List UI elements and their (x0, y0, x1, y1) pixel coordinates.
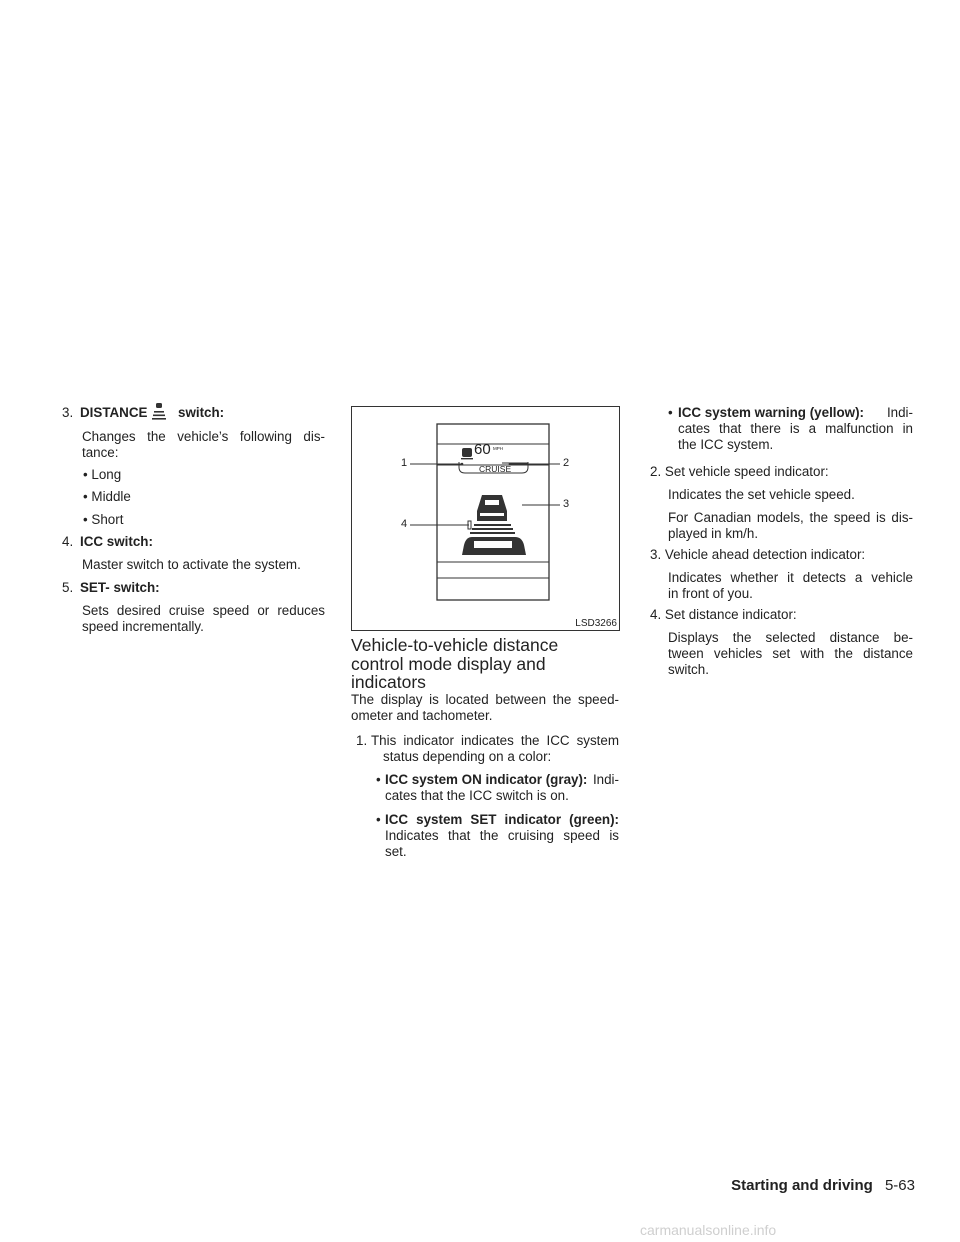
page-number: 5-63 (884, 1177, 915, 1194)
item-title-suffix: switch: (178, 405, 225, 420)
bullet: • (668, 405, 673, 420)
bullet-text: ICC system SET indicator (green): Indicates that the cruising speed is set. (385, 812, 619, 859)
display-figure (351, 406, 620, 631)
option-middle: • Middle (83, 489, 131, 504)
indicator-item: 2. Set vehicle speed indicator: (650, 464, 829, 479)
callout-3: 3 (563, 498, 570, 510)
bullet: • (376, 772, 381, 787)
distance-bars-icon (152, 402, 166, 422)
indicator-desc: Displays the selected distance be- tween vehicles set with the distance switch. (668, 630, 913, 677)
callout-1: 1 (401, 457, 408, 469)
figure-code: LSD3266 (575, 618, 617, 629)
bullet: • (376, 812, 381, 827)
indicator-desc: For Canadian models, the speed is dis- played in km/h. (668, 510, 913, 541)
set-speed-value: 60 (474, 441, 491, 458)
item-description: Sets desired cruise speed or reduces speed incrementally. (82, 603, 325, 634)
callout-4: 4 (401, 518, 408, 530)
distance-bars-icon (470, 524, 515, 534)
item-description: Changes the vehicle’s following dis- tance: (82, 429, 325, 460)
indicator-item: 4. Set distance indicator: (650, 607, 797, 622)
item-description: This indicator indicates the ICC system status depending on a color: (371, 733, 619, 764)
icc-car-icon (461, 448, 473, 459)
bullet-text: ICC system warning (yellow): Indi- cates that there is a malfunction in the ICC system. (678, 405, 913, 452)
option-long: • Long (83, 467, 122, 482)
intro-paragraph: The display is located between the speed- ometer and tachometer. (351, 692, 619, 723)
item-description: Master switch to activate the system. (82, 557, 301, 572)
vehicle-ahead-icon (477, 495, 507, 521)
item-number: 3. (62, 405, 74, 420)
cruise-label: CRUISE (479, 464, 512, 474)
footer-section: Starting and driving (731, 1177, 873, 1194)
page-footer (731, 1177, 915, 1194)
item-number: 1. (356, 733, 368, 748)
callout-2: 2 (563, 457, 570, 469)
item-number: 4. (62, 534, 74, 549)
option-short: • Short (83, 512, 124, 527)
speed-unit: MPH (493, 446, 503, 451)
watermark: carmanualsonline.info (640, 1222, 777, 1238)
indicator-desc: Indicates whether it detects a vehicle in front of you. (668, 570, 913, 601)
section-heading: Vehicle-to-vehicle distance control mode display and indicators (351, 635, 559, 692)
item-title: ICC switch: (80, 534, 153, 549)
own-vehicle-icon (462, 537, 526, 555)
bullet-text: ICC system ON indicator (gray): Indi- cates that the ICC switch is on. (385, 772, 619, 803)
indicator-desc: Indicates the set vehicle speed. (668, 487, 855, 502)
item-title: DISTANCE (80, 405, 148, 420)
item-title: SET- switch: (80, 580, 160, 595)
item-number: 5. (62, 580, 74, 595)
indicator-item: 3. Vehicle ahead detection indicator: (650, 547, 866, 562)
